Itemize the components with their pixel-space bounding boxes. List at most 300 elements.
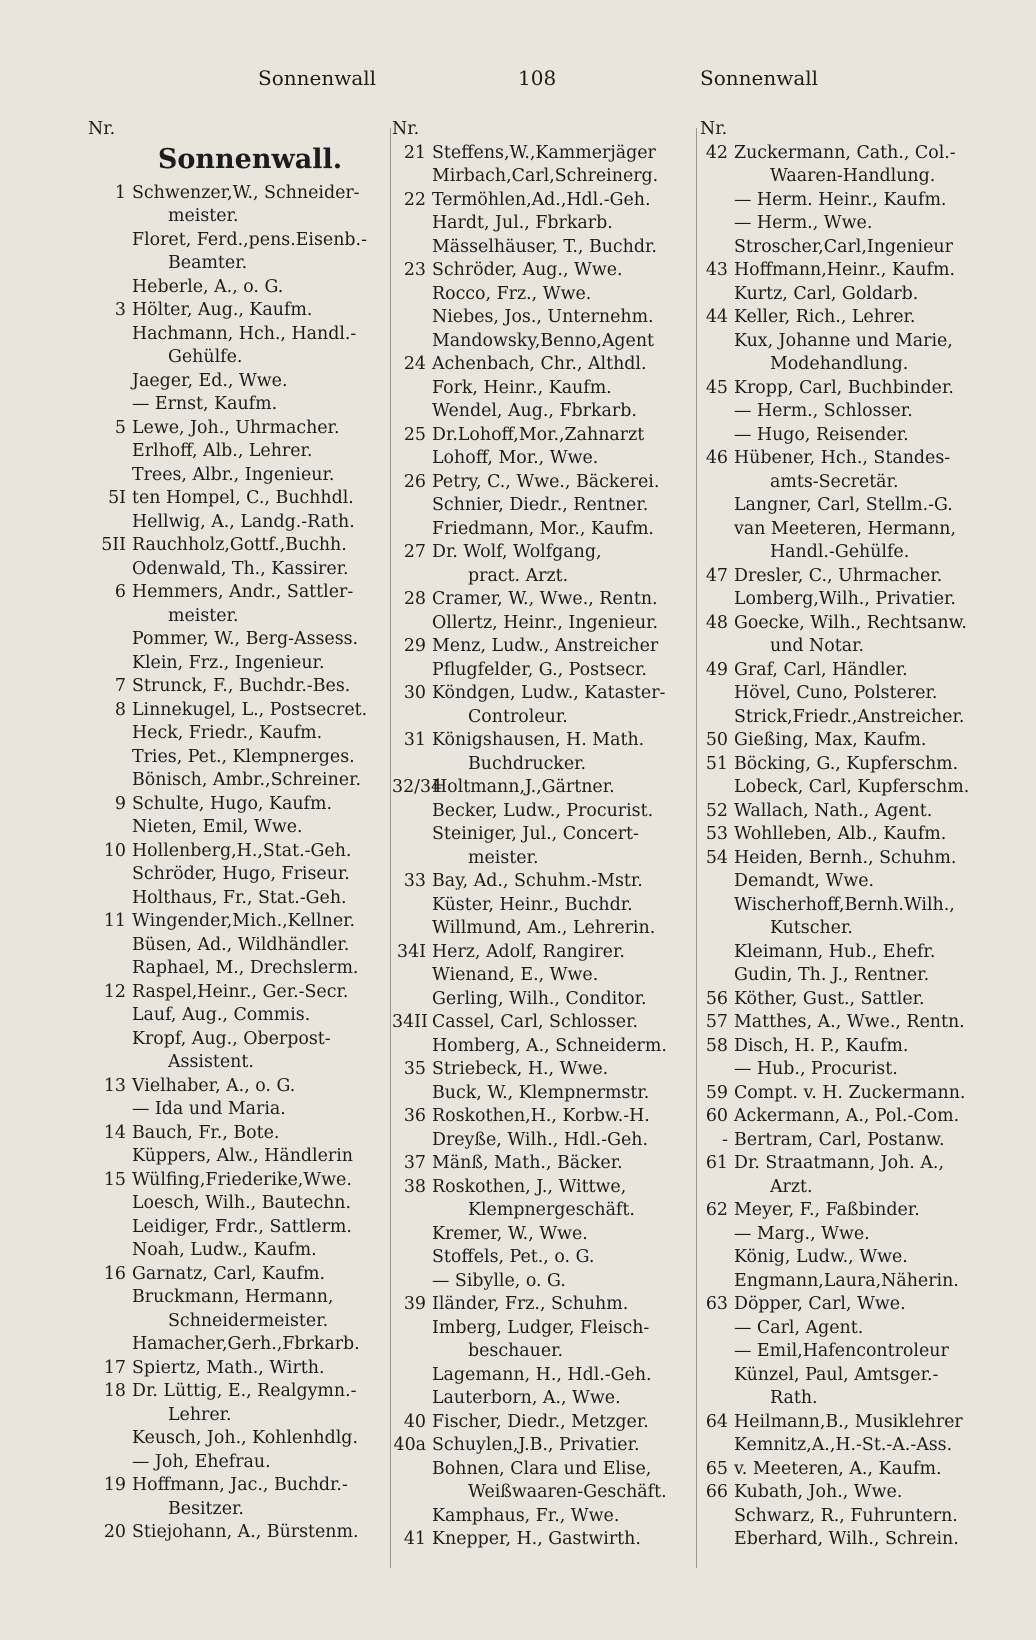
resident-text: Pflugfelder, G., Postsecr. — [432, 659, 647, 680]
house-number: 52 — [705, 800, 728, 821]
directory-entry — [88, 464, 388, 488]
directory-entry — [392, 964, 692, 988]
directory-entry — [392, 1082, 692, 1106]
resident-text: Kubath, Joh., Wwe. — [734, 1482, 903, 1502]
resident-text: Mandowsky,Benno,Agent — [432, 330, 655, 351]
directory-entry — [392, 1364, 692, 1388]
resident-text: Dr.Lohoff,Mor.,Zahnarzt — [432, 424, 645, 445]
house-number: - — [722, 1129, 728, 1150]
directory-entry — [700, 471, 1002, 495]
directory-entry — [700, 1176, 1002, 1200]
resident-text: Holtmann,J.,Gärtner. — [432, 777, 615, 797]
resident-text: Heck, Friedr., Kaufm. — [132, 723, 323, 743]
directory-entry — [88, 229, 388, 253]
resident-text: Jaeger, Ed., Wwe. — [132, 370, 288, 391]
house-number: 56 — [705, 988, 728, 1009]
house-number: 16 — [103, 1263, 126, 1284]
resident-text: Schröder, Aug., Wwe. — [432, 260, 623, 280]
directory-column-2 — [392, 118, 692, 1568]
resident-text: Mässelhäuser, T., Buchdr. — [432, 236, 657, 257]
resident-text: Ackermann, A., Pol.-Com. — [734, 1106, 960, 1126]
resident-text: Tries, Pet., Klempnerges. — [132, 746, 355, 767]
resident-text: — Hub., Procurist. — [734, 1059, 898, 1079]
directory-entry — [700, 729, 1002, 753]
directory-entry — [392, 729, 692, 753]
house-number: 27 — [403, 542, 426, 562]
directory-entry — [700, 283, 1002, 307]
directory-entry — [392, 917, 692, 941]
resident-text: König, Ludw., Wwe. — [734, 1247, 908, 1267]
directory-entry — [392, 1481, 692, 1505]
entry-list — [88, 182, 388, 1545]
directory-entry — [392, 870, 692, 894]
directory-entry — [700, 917, 1002, 941]
resident-text: Petry, C., Wwe., Bäckerei. — [432, 471, 660, 492]
directory-entry — [392, 236, 692, 260]
resident-text: Hoffmann,Heinr., Kaufm. — [734, 260, 955, 280]
resident-text: Modehandlung. — [770, 354, 909, 374]
directory-entry — [700, 236, 1002, 260]
resident-text: Matthes, A., Wwe., Rentn. — [734, 1012, 965, 1032]
directory-entry — [700, 1246, 1002, 1270]
resident-text: Eberhard, Wilh., Schrein. — [734, 1529, 959, 1549]
resident-text: Engmann,Laura,Näherin. — [734, 1270, 959, 1291]
directory-entry — [88, 769, 388, 793]
house-number: 17 — [103, 1357, 126, 1378]
resident-text: Buchdrucker. — [468, 753, 587, 774]
column-divider — [390, 128, 391, 1568]
resident-text: — Marg., Wwe. — [734, 1223, 870, 1244]
directory-entry — [700, 870, 1002, 894]
house-number: 11 — [103, 911, 126, 931]
house-number: 62 — [705, 1200, 728, 1220]
resident-text: Steffens,W.,Kammerjäger — [432, 142, 656, 163]
resident-text: Stroscher,Carl,Ingenieur — [734, 236, 953, 257]
resident-text: Fork, Heinr., Kaufm. — [432, 377, 612, 398]
directory-entry — [392, 142, 692, 166]
directory-entry — [700, 1505, 1002, 1529]
resident-text: Ollertz, Heinr., Ingenieur. — [432, 612, 659, 633]
directory-entry — [700, 1011, 1002, 1035]
directory-entry — [700, 1199, 1002, 1223]
directory-entry — [88, 934, 388, 958]
resident-text: Rauchholz,Gottf.,Buchh. — [132, 535, 347, 555]
directory-entry — [392, 424, 692, 448]
directory-entry — [88, 1028, 388, 1052]
directory-entry — [700, 894, 1002, 918]
directory-entry — [700, 1458, 1002, 1482]
directory-entry — [88, 511, 388, 535]
resident-text: Buck, W., Klempnermstr. — [432, 1082, 650, 1103]
resident-text: Kurtz, Carl, Goldarb. — [734, 283, 919, 304]
directory-entry — [88, 1051, 388, 1075]
directory-entry — [392, 1199, 692, 1223]
house-number: 5I — [108, 488, 126, 508]
directory-entry — [392, 541, 692, 565]
resident-text: Hövel, Cuno, Polsterer. — [734, 683, 938, 703]
directory-entry — [88, 1145, 388, 1169]
directory-entry — [700, 1152, 1002, 1176]
directory-entry — [700, 1293, 1002, 1317]
directory-entry — [88, 487, 388, 511]
directory-entry — [392, 471, 692, 495]
resident-text: Gudin, Th. J., Rentner. — [734, 965, 930, 985]
directory-entry — [392, 212, 692, 236]
directory-entry — [88, 440, 388, 464]
house-number: 6 — [114, 582, 126, 602]
directory-entry — [88, 816, 388, 840]
directory-entry — [700, 1528, 1002, 1552]
resident-text: Meyer, F., Faßbinder. — [734, 1200, 920, 1220]
directory-entry — [88, 840, 388, 864]
resident-text: — Joh, Ehefrau. — [132, 1451, 271, 1472]
directory-entry — [88, 746, 388, 770]
directory-entry — [700, 1129, 1002, 1153]
resident-text: Bay, Ad., Schuhm.-Mstr. — [432, 871, 643, 891]
resident-text: Raspel,Heinr., Ger.-Secr. — [132, 981, 349, 1002]
directory-entry — [88, 981, 388, 1005]
directory-entry — [88, 323, 388, 347]
resident-text: Bruckmann, Hermann, — [132, 1287, 334, 1307]
resident-text: Lauterborn, A., Wwe. — [432, 1388, 621, 1408]
directory-entry — [88, 581, 388, 605]
directory-entry — [700, 1481, 1002, 1505]
directory-entry — [88, 910, 388, 934]
resident-text: Köther, Gust., Sattler. — [734, 988, 925, 1009]
directory-entry — [700, 847, 1002, 871]
resident-text: Hellwig, A., Landg.-Rath. — [132, 511, 355, 532]
resident-text: beschauer. — [468, 1341, 564, 1361]
directory-entry — [392, 659, 692, 683]
house-number: 38 — [403, 1176, 426, 1197]
resident-text: Kropf, Aug., Oberpost- — [132, 1028, 331, 1049]
directory-entry — [700, 682, 1002, 706]
directory-entry — [700, 1434, 1002, 1458]
resident-text: Lagemann, H., Hdl.-Geh. — [432, 1364, 652, 1385]
resident-text: Iländer, Frz., Schuhm. — [432, 1294, 629, 1314]
resident-text: Graf, Carl, Händler. — [734, 659, 908, 680]
resident-text: Döpper, Carl, Wwe. — [734, 1294, 906, 1314]
house-number: 30 — [403, 683, 426, 703]
resident-text: Trees, Albr., Ingenieur. — [132, 464, 335, 485]
resident-text: Lewe, Joh., Uhrmacher. — [132, 417, 340, 438]
directory-entry — [88, 605, 388, 629]
resident-text: Wienand, E., Wwe. — [432, 965, 599, 985]
resident-text: Dreyße, Wilh., Hdl.-Geh. — [432, 1129, 648, 1150]
directory-entry — [88, 1098, 388, 1122]
directory-entry — [392, 1129, 692, 1153]
directory-entry — [88, 863, 388, 887]
page-header — [0, 66, 1036, 96]
directory-entry — [700, 1270, 1002, 1294]
directory-entry — [88, 722, 388, 746]
house-number: 26 — [403, 471, 426, 492]
house-number: 65 — [705, 1458, 728, 1479]
resident-text: Homberg, A., Schneiderm. — [432, 1035, 667, 1056]
resident-text: Waaren-Handlung. — [770, 166, 936, 186]
resident-text: Loesch, Wilh., Bautechn. — [132, 1193, 352, 1213]
house-number: 34II — [392, 1012, 428, 1032]
house-number: 13 — [103, 1075, 126, 1096]
directory-entry — [88, 1192, 388, 1216]
resident-text: — Herm., Wwe. — [734, 213, 873, 233]
resident-text: Lauf, Aug., Commis. — [132, 1005, 311, 1025]
resident-text: Steiniger, Jul., Concert- — [432, 824, 639, 844]
directory-entry — [700, 800, 1002, 824]
house-number: 57 — [705, 1012, 728, 1032]
resident-text: Beamter. — [168, 253, 248, 273]
house-number: 19 — [103, 1475, 126, 1495]
resident-text: Mirbach,Carl,Schreinerg. — [432, 166, 659, 186]
directory-entry — [700, 212, 1002, 236]
directory-entry — [392, 306, 692, 330]
directory-entry — [392, 165, 692, 189]
directory-entry — [392, 753, 692, 777]
resident-text: Linnekugel, L., Postsecret. — [132, 699, 368, 720]
resident-text: Kropp, Carl, Buchbinder. — [734, 377, 954, 398]
directory-entry — [392, 1246, 692, 1270]
resident-text: Gehülfe. — [168, 347, 243, 367]
directory-entry — [700, 518, 1002, 542]
entry-list — [392, 142, 692, 1552]
resident-text: Keusch, Joh., Kohlenhdlg. — [132, 1428, 358, 1448]
resident-text: Besitzer. — [168, 1498, 244, 1519]
directory-entry — [392, 494, 692, 518]
resident-text: Küppers, Alw., Händlerin — [132, 1146, 353, 1166]
resident-text: Kux, Johanne und Marie, — [734, 330, 953, 351]
nr-label: Nr. — [88, 119, 116, 139]
directory-entry — [700, 964, 1002, 988]
directory-entry — [88, 957, 388, 981]
resident-text: Roskothen, J., Wittwe, — [432, 1176, 627, 1197]
resident-text: Spiertz, Math., Wirth. — [132, 1357, 325, 1378]
directory-entry — [88, 1427, 388, 1451]
directory-entry — [700, 447, 1002, 471]
resident-text: Wingender,Mich.,Kellner. — [132, 911, 356, 931]
directory-entry — [392, 1105, 692, 1129]
directory-entry — [392, 447, 692, 471]
directory-entry — [392, 847, 692, 871]
directory-entry — [392, 612, 692, 636]
house-number: 39 — [403, 1294, 426, 1314]
house-number: 40a — [393, 1435, 426, 1455]
directory-entry — [88, 205, 388, 229]
resident-text: Wischerhoff,Bernh.Wilh., — [734, 894, 955, 915]
directory-entry — [700, 330, 1002, 354]
directory-entry — [392, 588, 692, 612]
directory-entry — [88, 276, 388, 300]
resident-text: Bauch, Fr., Bote. — [132, 1122, 280, 1143]
resident-text: Hardt, Jul., Fbrkarb. — [432, 213, 613, 233]
house-number: 46 — [705, 448, 728, 468]
resident-text: Hamacher,Gerh.,Fbrkarb. — [132, 1334, 360, 1354]
house-number: 20 — [103, 1522, 126, 1542]
resident-text: Striebeck, H., Wwe. — [432, 1059, 609, 1079]
house-number: 28 — [403, 589, 426, 609]
resident-text: Kutscher. — [770, 918, 853, 938]
directory-entry — [392, 1411, 692, 1435]
directory-entry — [88, 887, 388, 911]
directory-entry — [88, 370, 388, 394]
house-number: 8 — [114, 699, 126, 720]
nr-label: Nr. — [700, 119, 728, 139]
house-number: 3 — [114, 300, 126, 320]
resident-text: Odenwald, Th., Kassirer. — [132, 558, 349, 579]
column-divider — [696, 128, 697, 1568]
resident-text: Arzt. — [770, 1176, 813, 1197]
resident-text: Schnier, Diedr., Rentner. — [432, 495, 649, 515]
resident-text: — Ernst, Kaufm. — [132, 394, 278, 414]
house-number: 5II — [101, 535, 126, 555]
resident-text: Büsen, Ad., Wildhändler. — [132, 934, 350, 955]
directory-entry — [88, 1474, 388, 1498]
directory-column-1 — [88, 118, 388, 1568]
resident-text: Handl.-Gehülfe. — [770, 542, 910, 562]
resident-text: — Ida und Maria. — [132, 1099, 286, 1119]
directory-entry — [700, 165, 1002, 189]
resident-text: Controleur. — [468, 706, 568, 727]
resident-text: Lohoff, Mor., Wwe. — [432, 448, 599, 468]
directory-entry — [88, 1404, 388, 1428]
house-number: 45 — [705, 377, 728, 398]
resident-text: Bertram, Carl, Postanw. — [734, 1129, 945, 1150]
resident-text: Küster, Heinr., Buchdr. — [432, 894, 633, 915]
directory-entry — [392, 330, 692, 354]
resident-text: Schwarz, R., Fuhruntern. — [734, 1505, 958, 1526]
resident-text: Stoffels, Pet., o. G. — [432, 1247, 595, 1267]
resident-text: Holthaus, Fr., Stat.-Geh. — [132, 887, 347, 908]
house-number: 61 — [705, 1153, 728, 1173]
directory-entry — [392, 1058, 692, 1082]
resident-text: v. Meeteren, A., Kaufm. — [734, 1458, 942, 1479]
resident-text: Dresler, C., Uhrmacher. — [734, 565, 943, 586]
house-number: 51 — [705, 753, 728, 774]
resident-text: Becker, Ludw., Procurist. — [432, 800, 654, 821]
resident-text: — Carl, Agent. — [734, 1317, 864, 1338]
resident-text: Strunck, F., Buchdr.-Bes. — [132, 676, 351, 696]
directory-entry — [392, 1223, 692, 1247]
directory-entry — [88, 299, 388, 323]
resident-text: Roskothen,H., Korbw.-H. — [432, 1106, 650, 1126]
directory-entry — [700, 1364, 1002, 1388]
house-number: 18 — [103, 1381, 126, 1401]
directory-entry — [392, 283, 692, 307]
resident-text: Assistent. — [168, 1052, 254, 1072]
resident-text: Demandt, Wwe. — [734, 871, 875, 891]
resident-text: Cramer, W., Wwe., Rentn. — [432, 589, 658, 609]
resident-text: Stiejohann, A., Bürstenm. — [132, 1522, 359, 1542]
resident-text: Friedmann, Mor., Kaufm. — [432, 518, 654, 539]
resident-text: Schneidermeister. — [168, 1310, 329, 1331]
house-number: 35 — [403, 1059, 426, 1079]
house-number: 40 — [403, 1411, 426, 1432]
directory-entry — [88, 793, 388, 817]
directory-entry — [88, 1286, 388, 1310]
house-number: 12 — [103, 981, 126, 1002]
directory-entry — [700, 142, 1002, 166]
house-number: 63 — [705, 1294, 728, 1314]
house-number: 10 — [103, 840, 126, 861]
resident-text: Schuylen,J.B., Privatier. — [432, 1435, 640, 1455]
resident-text: Kamphaus, Fr., Wwe. — [432, 1505, 620, 1526]
directory-entry — [700, 659, 1002, 683]
street-title: Sonnenwall. — [157, 143, 343, 175]
resident-text: Menz, Ludw., Anstreicher — [432, 636, 659, 656]
directory-entry — [392, 1176, 692, 1200]
house-number: 53 — [705, 824, 728, 844]
directory-entry — [88, 417, 388, 441]
directory-entry — [700, 1035, 1002, 1059]
resident-text: Hoffmann, Jac., Buchdr.- — [132, 1475, 348, 1495]
house-number: 50 — [705, 730, 728, 750]
resident-text: Strick,Friedr.,Anstreicher. — [734, 706, 965, 727]
directory-entry — [392, 941, 692, 965]
directory-entry — [700, 353, 1002, 377]
resident-text: Kremer, W., Wwe. — [432, 1223, 588, 1244]
directory-entry — [88, 1122, 388, 1146]
directory-entry — [700, 635, 1002, 659]
resident-text: Heilmann,B., Musiklehrer — [734, 1411, 963, 1432]
house-number: 9 — [114, 793, 126, 814]
resident-text: Compt. v. H. Zuckermann. — [734, 1082, 966, 1103]
resident-text: Willmund, Am., Lehrerin. — [432, 918, 656, 938]
resident-text: Disch, H. P., Kaufm. — [734, 1035, 909, 1056]
resident-text: Niebes, Jos., Unternehm. — [432, 307, 654, 327]
house-number: 60 — [705, 1106, 728, 1126]
house-number: 42 — [705, 142, 728, 163]
house-number: 15 — [103, 1169, 126, 1190]
resident-text: Böcking, G., Kupferschm. — [734, 753, 959, 774]
resident-text: Herz, Adolf, Rangirer. — [432, 941, 625, 962]
directory-entry — [700, 306, 1002, 330]
resident-text: ten Hompel, C., Buchhdl. — [132, 488, 354, 508]
directory-entry — [88, 393, 388, 417]
resident-text: Lehrer. — [168, 1404, 232, 1425]
directory-column-3 — [700, 118, 1002, 1568]
resident-text: — Hugo, Reisender. — [734, 424, 909, 445]
directory-entry — [88, 346, 388, 370]
directory-entry — [392, 1458, 692, 1482]
directory-entry — [392, 1035, 692, 1059]
directory-entry — [392, 353, 692, 377]
house-number: 36 — [403, 1106, 426, 1126]
resident-text: Erlhoff, Alb., Lehrer. — [132, 441, 313, 461]
directory-entry — [700, 941, 1002, 965]
directory-entry — [392, 1505, 692, 1529]
directory-entry — [88, 1333, 388, 1357]
directory-entry — [700, 1317, 1002, 1341]
house-number: 66 — [705, 1482, 728, 1502]
directory-entry — [392, 823, 692, 847]
resident-text: Dr. Wolf, Wolfgang, — [432, 542, 602, 562]
resident-text: Langner, Carl, Stellm.-G. — [734, 495, 953, 515]
resident-text: und Notar. — [770, 636, 865, 656]
house-number: 5 — [114, 417, 126, 438]
directory-entry — [392, 706, 692, 730]
house-number: 1 — [114, 182, 126, 203]
resident-text: Knepper, H., Gastwirth. — [432, 1529, 641, 1549]
resident-text: Dr. Lüttig, E., Realgymn.- — [132, 1381, 357, 1401]
resident-text: Kemnitz,A.,H.-St.-A.-Ass. — [734, 1435, 953, 1455]
resident-text: Hemmers, Andr., Sattler- — [132, 582, 354, 602]
directory-entry — [700, 1387, 1002, 1411]
resident-text: Köndgen, Ludw., Kataster- — [432, 683, 666, 703]
directory-entry — [88, 252, 388, 276]
resident-text: Kleimann, Hub., Ehefr. — [734, 941, 936, 962]
directory-entry — [392, 377, 692, 401]
directory-entry — [88, 558, 388, 582]
directory-entry — [88, 628, 388, 652]
